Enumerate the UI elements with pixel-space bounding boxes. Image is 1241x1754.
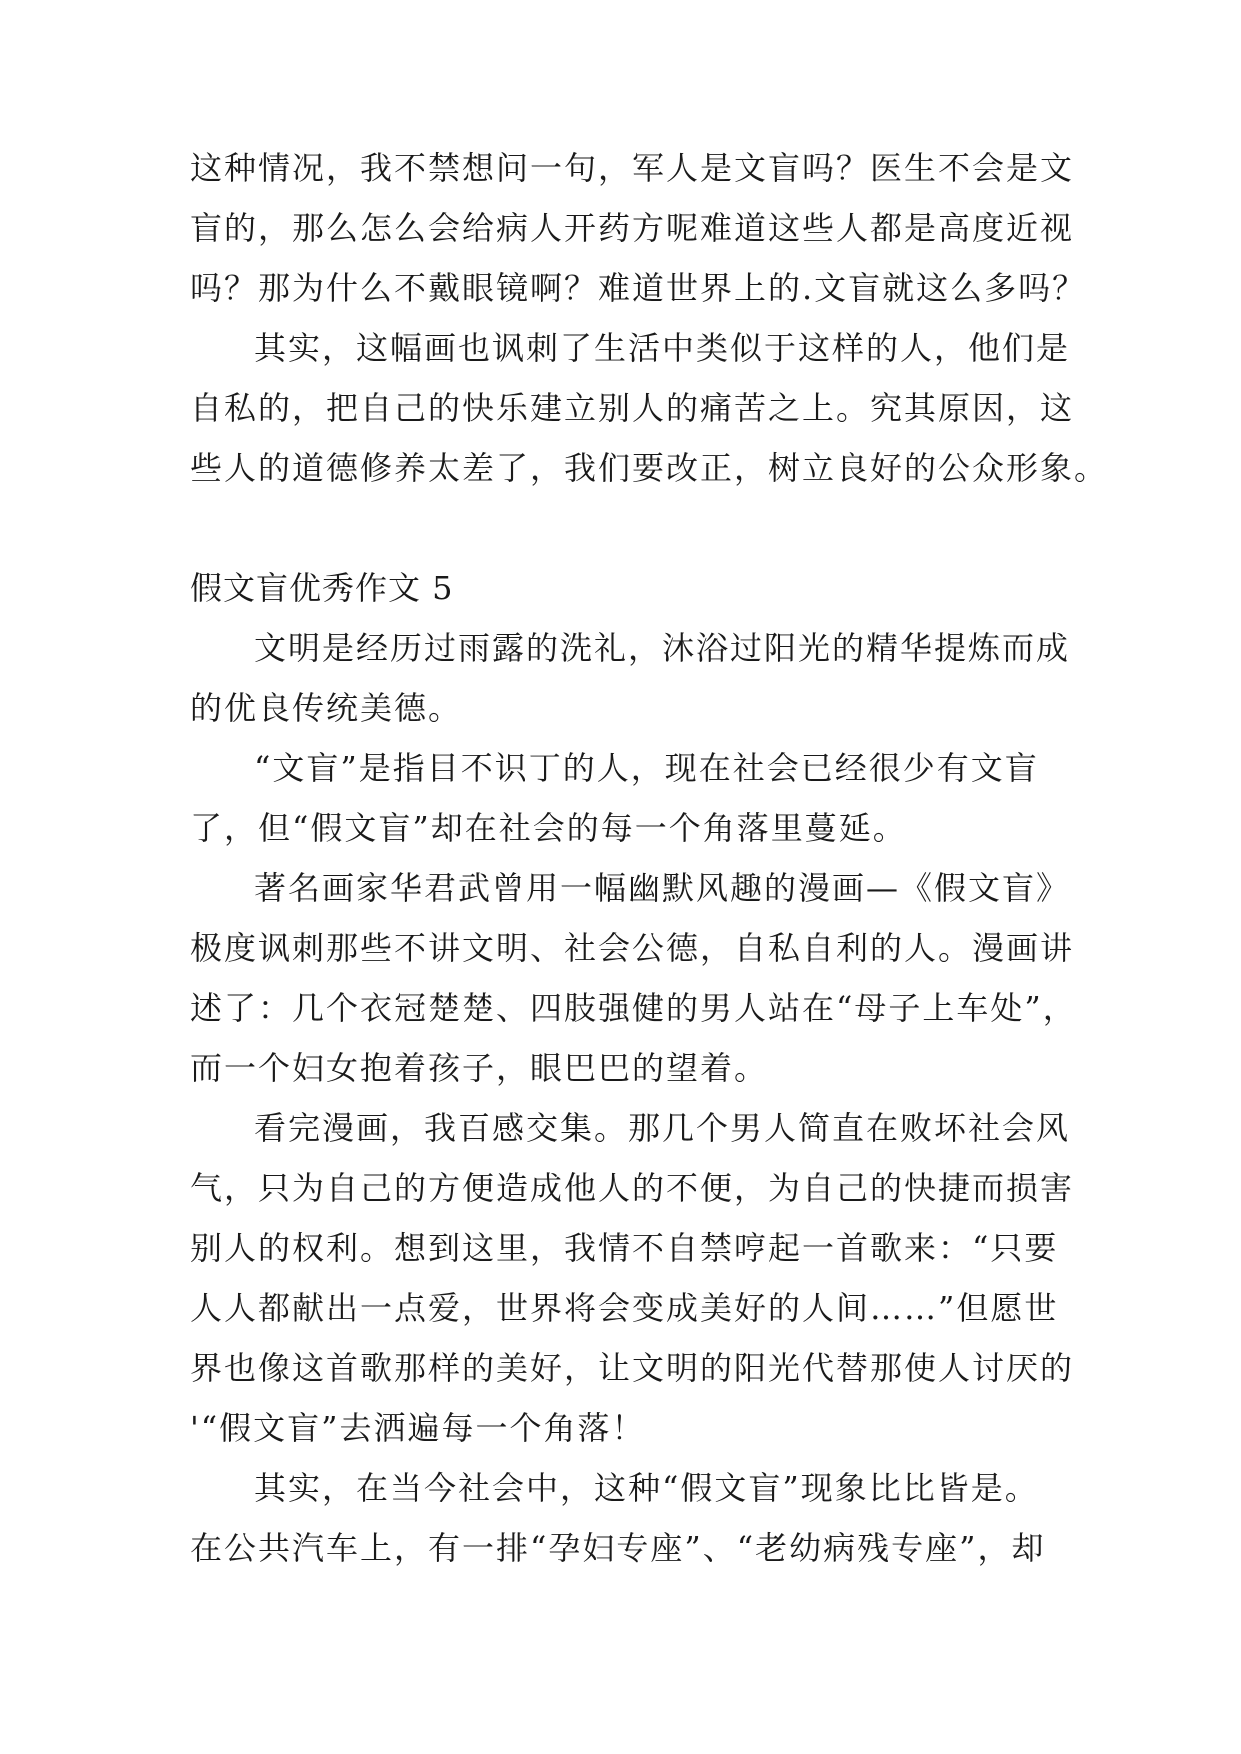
- text-line: 极度讽刺那些不讲文明、社会公德，自私自利的人。漫画讲: [190, 929, 1075, 967]
- text-line: 了，但“假文盲”却在社会的每一个角落里蔓延。: [190, 809, 907, 847]
- text-line: 吗？那为什么不戴眼镜啊？难道世界上的.文盲就这么多吗？: [190, 269, 1087, 307]
- text-line: 自私的，把自己的快乐建立别人的痛苦之上。究其原因，这: [190, 389, 1075, 427]
- text-line: 在公共汽车上，有一排“孕妇专座”、“老幼病残专座”，却: [190, 1529, 1046, 1567]
- text-line: 著名画家华君武曾用一幅幽默风趣的漫画—《假文盲》: [254, 869, 1071, 907]
- text-line: 这种情况，我不禁想问一句，军人是文盲吗？医生不会是文: [190, 149, 1075, 187]
- text-line: 其实，在当今社会中，这种“假文盲”现象比比皆是。: [254, 1469, 1039, 1507]
- text-line: 气，只为自己的方便造成他人的不便，为自己的快捷而损害: [190, 1169, 1075, 1207]
- section-heading: 假文盲优秀作文 5: [190, 569, 454, 607]
- text-line: 盲的，那么怎么会给病人开药方呢难道这些人都是高度近视: [190, 209, 1075, 247]
- text-line: 的优良传统美德。: [190, 689, 463, 727]
- text-line: 其实，这幅画也讽刺了生活中类似于这样的人，他们是: [254, 329, 1071, 367]
- text-line: 人人都献出一点爱，世界将会变成美好的人间……”但愿世: [190, 1289, 1059, 1327]
- text-line: 而一个妇女抱着孩子，眼巴巴的望着。: [190, 1049, 769, 1087]
- text-line: 看完漫画，我百感交集。那几个男人简直在败坏社会风: [254, 1109, 1071, 1147]
- text-line: 文明是经历过雨露的洗礼，沐浴过阳光的精华提炼而成: [254, 629, 1071, 667]
- text-line: 界也像这首歌那样的美好，让文明的阳光代替那使人讨厌的: [190, 1349, 1075, 1387]
- text-line: 些人的道德修养太差了，我们要改正，树立良好的公众形象。: [190, 449, 1109, 487]
- text-line: “文盲”是指目不识丁的人，现在社会已经很少有文盲: [254, 749, 1039, 787]
- text-line: 别人的权利。想到这里，我情不自禁哼起一首歌来：“只要: [190, 1229, 1059, 1267]
- text-line: 述了：几个衣冠楚楚、四肢强健的男人站在“母子上车处”，: [190, 989, 1077, 1027]
- text-line: '“假文盲”去洒遍每一个角落！: [190, 1409, 646, 1447]
